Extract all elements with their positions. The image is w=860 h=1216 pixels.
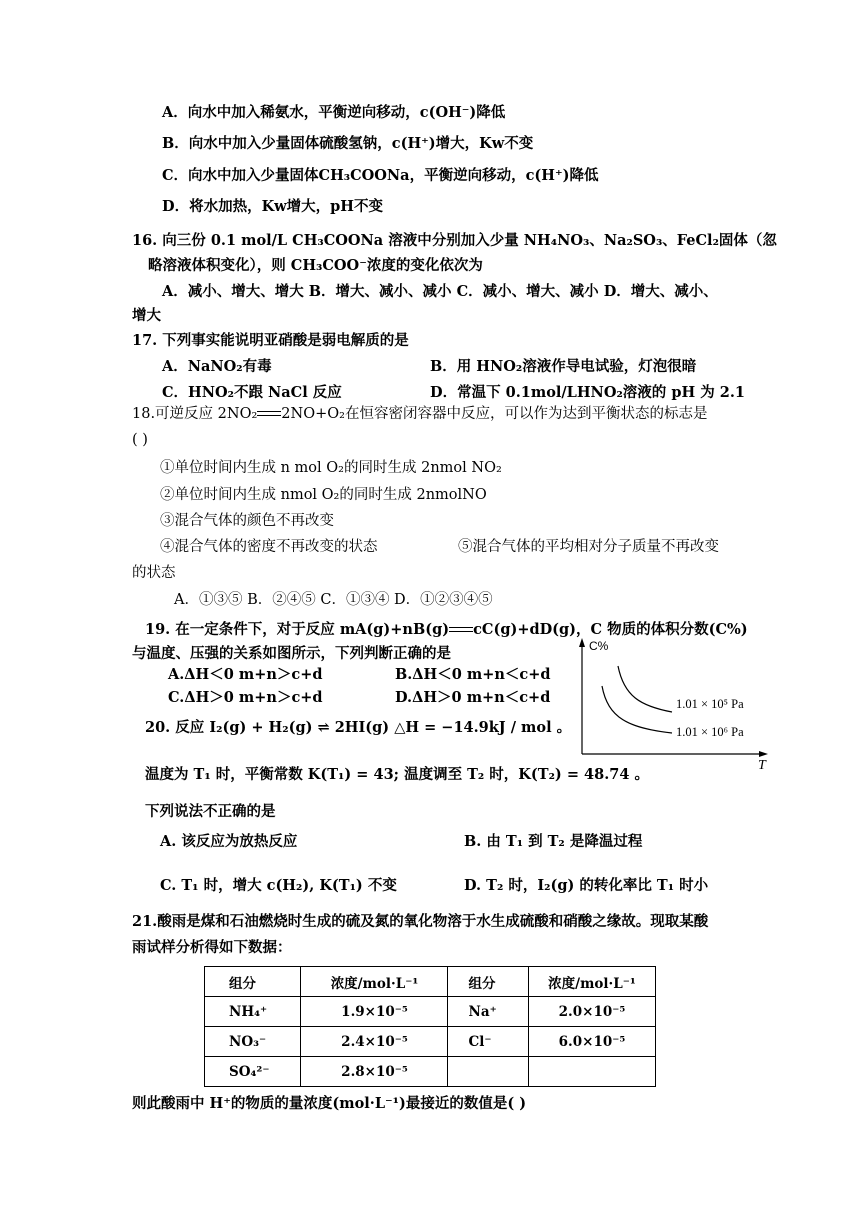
y-axis-arrow-icon: [579, 638, 585, 647]
q19-stem: 19. 在一定条件下，对于反应 mA(g)+nB(g) cC(g)+dD(g)，C 物质的体积分数(C%): [145, 621, 748, 638]
q17-stem: 17. 下列事实能说明亚硝酸是弱电解质的是: [132, 332, 409, 349]
y-axis-label: C%: [589, 639, 609, 653]
q20-option-a: A. 该反应为放热反应: [160, 833, 298, 850]
q20-line2: 温度为 T₁ 时，平衡常数 K(T₁) = 43; 温度调至 T₂ 时，K(T₂) = 48.74 。: [145, 766, 649, 783]
q17-option-c: C．HNO₂不跟 NaCl 反应: [162, 384, 342, 401]
q18-item-3: ③混合气体的颜色不再改变: [160, 513, 334, 529]
equilibrium-arrow-icon: [449, 625, 473, 635]
table-header: 浓度/mol·L⁻¹: [528, 967, 655, 997]
table-cell: Cl⁻: [448, 1027, 528, 1057]
q18-item-2: ②单位时间内生成 nmol O₂的同时生成 2nmolNO: [160, 487, 487, 503]
table-cell: Na⁺: [448, 997, 528, 1027]
table-header: 浓度/mol·L⁻¹: [301, 967, 448, 997]
c-percent-vs-temperature-graph: [572, 636, 772, 771]
table-cell: [448, 1057, 528, 1087]
q20-option-c: C. T₁ 时，增大 c(H₂), K(T₁) 不变: [160, 877, 397, 894]
q21-stem-line1: 21.酸雨是煤和石油燃烧时生成的硫及氮的氧化物溶于水生成硫酸和硝酸之缘故。现取某酸: [132, 913, 709, 930]
table-cell: 2.8×10⁻⁵: [301, 1057, 448, 1087]
q20-stem: 20. 反应 I₂(g) + H₂(g) ⇌ 2HI(g) △H = −14.9kJ / mol 。: [145, 719, 572, 736]
table-header-row: [205, 967, 656, 997]
table-cell: SO₄²⁻: [205, 1057, 301, 1087]
q17-option-d: D．常温下 0.1mol/LHNO₂溶液的 pH 为 2.1: [430, 384, 746, 401]
q20-option-b: B. 由 T₁ 到 T₂ 是降温过程: [464, 833, 643, 850]
table-cell: NO₃⁻: [205, 1027, 301, 1057]
table-cell: 2.0×10⁻⁵: [528, 997, 655, 1027]
q16-options-line1: A．减小、增大、增大 B．增大、减小、减小 C．减小、增大、减小 D．增大、减小、: [162, 283, 718, 300]
q18-stem: 18.可逆反应 2NO₂ 2NO+O₂在恒容密闭容器中反应，可以作为达到平衡状态的标志是: [132, 406, 708, 422]
q16-options-line2: 增大: [132, 307, 161, 324]
q21-stem-line2: 雨试样分析得如下数据：: [132, 939, 292, 956]
q17-option-a: A．NaNO₂有毒: [162, 358, 272, 375]
q18-options: A．①③⑤ B．②④⑤ C．①③④ D．①②③④⑤: [174, 592, 493, 608]
curve-1: [618, 666, 672, 712]
q19-option-b: B.ΔH＜0 m+n＜c+d: [395, 666, 551, 683]
q19-stem-line2: 与温度、压强的关系如图所示，下列判断正确的是: [132, 645, 451, 662]
q15-option-b: B．向水中加入少量固体硫酸氢钠，c(H⁺)增大，Kw不变: [162, 135, 534, 152]
q16-stem-line2: 略溶液体积变化），则 CH₃COO⁻浓度的变化依次为: [148, 257, 483, 274]
table-cell: 6.0×10⁻⁵: [528, 1027, 655, 1057]
table-row: [205, 1057, 656, 1087]
x-axis-label: T: [758, 758, 766, 771]
q18-item-4: ④混合气体的密度不再改变的状态: [160, 539, 378, 555]
table-cell: 2.4×10⁻⁵: [301, 1027, 448, 1057]
curve-2-label: 1.01 × 10⁶ Pa: [676, 725, 744, 739]
curve-1-label: 1.01 × 10⁵ Pa: [676, 697, 744, 711]
table-cell: [528, 1057, 655, 1087]
x-axis-arrow-icon: [759, 751, 768, 757]
q15-option-d: D．将水加热，Kw增大，pH不变: [162, 198, 383, 215]
table-header: 组分: [205, 967, 301, 997]
q18-item-1: ①单位时间内生成 n mol O₂的同时生成 2nmol NO₂: [160, 460, 502, 476]
acid-rain-data-table: [204, 966, 656, 1087]
table-row: [205, 1027, 656, 1057]
equilibrium-arrow-icon: [257, 409, 281, 419]
q17-option-b: B．用 HNO₂溶液作导电试验，灯泡很暗: [430, 358, 697, 375]
q16-stem-line1: 16. 向三份 0.1 mol/L CH₃COONa 溶液中分别加入少量 NH₄NO₃、Na₂SO₃、FeCl₂固体（忽: [132, 232, 777, 249]
q19-option-c: C.ΔH＞0 m+n＞c+d: [168, 689, 323, 706]
q19-option-a: A.ΔH＜0 m+n＞c+d: [168, 666, 323, 683]
table-row: [205, 997, 656, 1027]
table-header: 组分: [448, 967, 528, 997]
q15-option-c: C．向水中加入少量固体CH₃COONa，平衡逆向移动，c(H⁺)降低: [162, 167, 599, 184]
q15-option-a: A．向水中加入稀氨水，平衡逆向移动，c(OH⁻)降低: [162, 104, 506, 121]
q18-item-5-cont: 的状态: [132, 565, 176, 581]
q19-option-d: D.ΔH＞0 m+n＜c+d: [395, 689, 551, 706]
q21-question: 则此酸雨中 H⁺的物质的量浓度(mol·L⁻¹)最接近的数值是( ): [132, 1095, 527, 1112]
q20-option-d: D. T₂ 时，I₂(g) 的转化率比 T₁ 时小: [464, 877, 709, 894]
table-cell: NH₄⁺: [205, 997, 301, 1027]
q18-item-5: ⑤混合气体的平均相对分子质量不再改变: [458, 539, 719, 555]
table-cell: 1.9×10⁻⁵: [301, 997, 448, 1027]
q20-line3: 下列说法不正确的是: [145, 803, 276, 820]
q18-paren: ( ): [132, 432, 148, 448]
